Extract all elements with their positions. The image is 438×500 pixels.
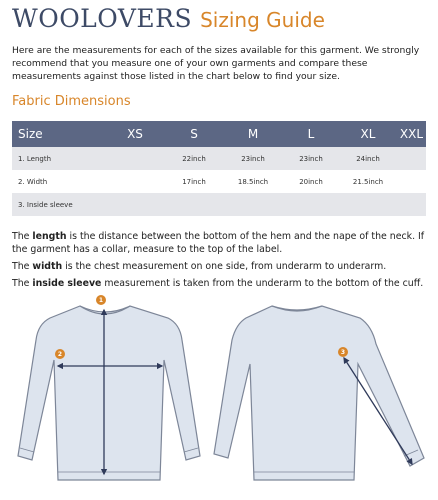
table-cell [397,193,426,216]
measurement-notes [12,230,430,294]
header-xs: XS [105,121,165,147]
header-s: S [165,121,223,147]
table-cell [397,170,426,193]
table-cell [105,193,165,216]
length-marker [96,295,106,305]
header-size: Size [12,121,105,147]
section-title: Fabric Dimensions [12,94,131,109]
note-term: width [32,261,63,272]
table-cell [165,193,223,216]
width-note [12,260,430,273]
note-text: is the chest measurement on one side, from underarm to underarm. [62,261,387,272]
garment-illustrations [0,288,438,500]
table-cell [397,147,426,170]
table-cell: 22inch [165,147,223,170]
note-term: length [32,231,67,242]
table-cell [283,193,339,216]
row-label: 2. Width [12,170,105,193]
table-row [12,170,426,193]
table-cell: 23inch [283,147,339,170]
brand-logo: WOOLOVERS [12,4,193,33]
row-label: 1. Length [12,147,105,170]
table-cell: 23inch [223,147,283,170]
header-m: M [223,121,283,147]
table-cell: 24inch [339,147,397,170]
note-term: inside sleeve [32,278,102,289]
length-note [12,230,430,256]
note-text: The [12,231,33,242]
front-sweater-illustration [18,295,200,480]
back-sweater-illustration [214,306,424,480]
note-text: measurement is taken from the underarm to the bottom of the cuff. [101,278,424,289]
svg-text:1: 1 [98,297,104,304]
sleeve-marker [338,347,348,357]
table-cell [105,147,165,170]
intro-text: Here are the measurements for each of the sizes available for this garment. We strongly recommend that you measure one of your own garments and compare these measurements against those listed in the chart below to find your size. [12,45,420,82]
header-l: L [283,121,339,147]
table-cell: 17inch [165,170,223,193]
table-cell [105,170,165,193]
header-xxl: XXL [397,121,426,147]
note-text: is the distance between the bottom of the hem and the nape of the neck. If the garment has a collar, measure to the top of the label. [12,231,425,255]
table-cell [339,193,397,216]
table-cell: 20inch [283,170,339,193]
header [12,4,325,40]
width-marker [55,349,65,359]
table-row [12,147,426,170]
size-table [12,121,426,216]
header-xl: XL [339,121,397,147]
row-label: 3. Inside sleeve [12,193,105,216]
size-header-row [12,121,426,147]
page-title: Sizing Guide [200,8,325,32]
note-text: The [12,278,33,289]
svg-text:2: 2 [57,351,63,358]
table-cell: 21.5inch [339,170,397,193]
table-row [12,193,426,216]
table-cell [223,193,283,216]
table-cell: 18.5inch [223,170,283,193]
svg-text:3: 3 [340,349,346,356]
note-text: The [12,261,33,272]
